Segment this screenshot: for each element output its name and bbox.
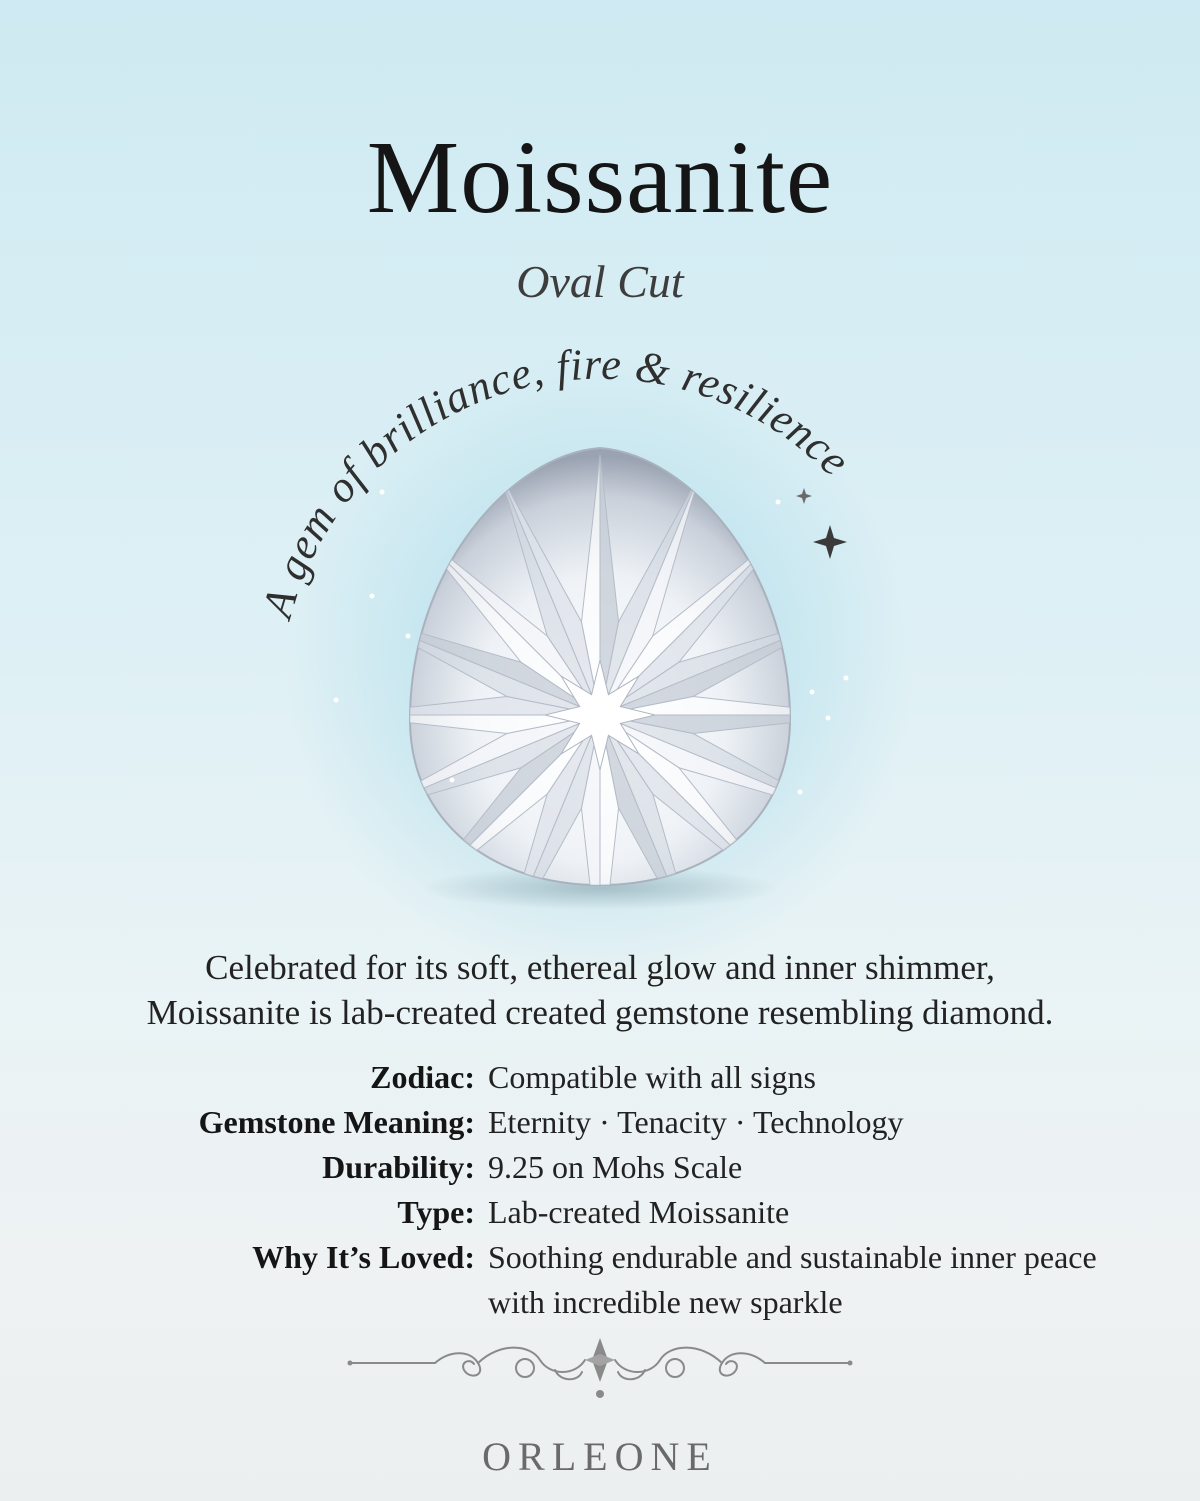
spec-row-meaning [0, 1100, 1200, 1145]
spec-value-line: Eternity · Tenacity · Technology [488, 1104, 904, 1140]
sparkle-icon [813, 525, 847, 559]
sparkle-dot [776, 500, 781, 505]
spec-list [0, 1055, 1200, 1325]
description [0, 945, 1200, 1035]
spec-label: Type: [397, 1194, 475, 1230]
sparkle-dot [334, 698, 339, 703]
spec-label: Durability: [322, 1149, 475, 1185]
sparkle-dot [844, 676, 849, 681]
description-line: Moissanite is lab-created created gemstone resembling diamond. [146, 993, 1054, 1032]
sparkle-dot [450, 778, 455, 783]
sparkle-dot [798, 790, 803, 795]
gem-center-star [545, 660, 655, 770]
spec-value-line: with incredible new sparkle [488, 1284, 843, 1320]
sparkle-dot [380, 490, 385, 495]
sparkle-dot [406, 634, 411, 639]
spec-row-zodiac [0, 1055, 1200, 1100]
spec-value [475, 1145, 1188, 1190]
spec-value-line: 9.25 on Mohs Scale [488, 1149, 743, 1185]
cut-subtitle: Oval Cut [516, 256, 684, 307]
spec-value [475, 1190, 1188, 1235]
filigree-divider-ornament [340, 1330, 860, 1410]
brand-logo: ORLEONE [482, 1434, 718, 1479]
spec-value-line: Lab-created Moissanite [488, 1194, 790, 1230]
spec-row-type [0, 1190, 1200, 1235]
spec-value-line: Soothing endurable and sustainable inner peace [488, 1239, 1097, 1275]
sparkle-dot [810, 690, 815, 695]
page-title: Moissanite [366, 120, 834, 235]
spec-value-line: Compatible with all signs [488, 1059, 816, 1095]
description-line: Celebrated for its soft, ethereal glow and inner shimmer, [205, 948, 995, 987]
spec-row-durability [0, 1145, 1200, 1190]
spec-label: Zodiac: [370, 1059, 475, 1095]
tagline-text: A gem of brilliance, fire & resilience [252, 339, 861, 623]
spec-label: Why It’s Loved: [252, 1239, 475, 1275]
spec-value [475, 1055, 1188, 1100]
spec-row-why-loved [0, 1235, 1200, 1325]
spec-value [475, 1100, 1188, 1145]
sparkle-icon [796, 488, 812, 504]
sparkle-dot [370, 594, 375, 599]
spec-value [475, 1235, 1188, 1325]
sparkle-dot [826, 716, 831, 721]
spec-label: Gemstone Meaning: [198, 1104, 475, 1140]
